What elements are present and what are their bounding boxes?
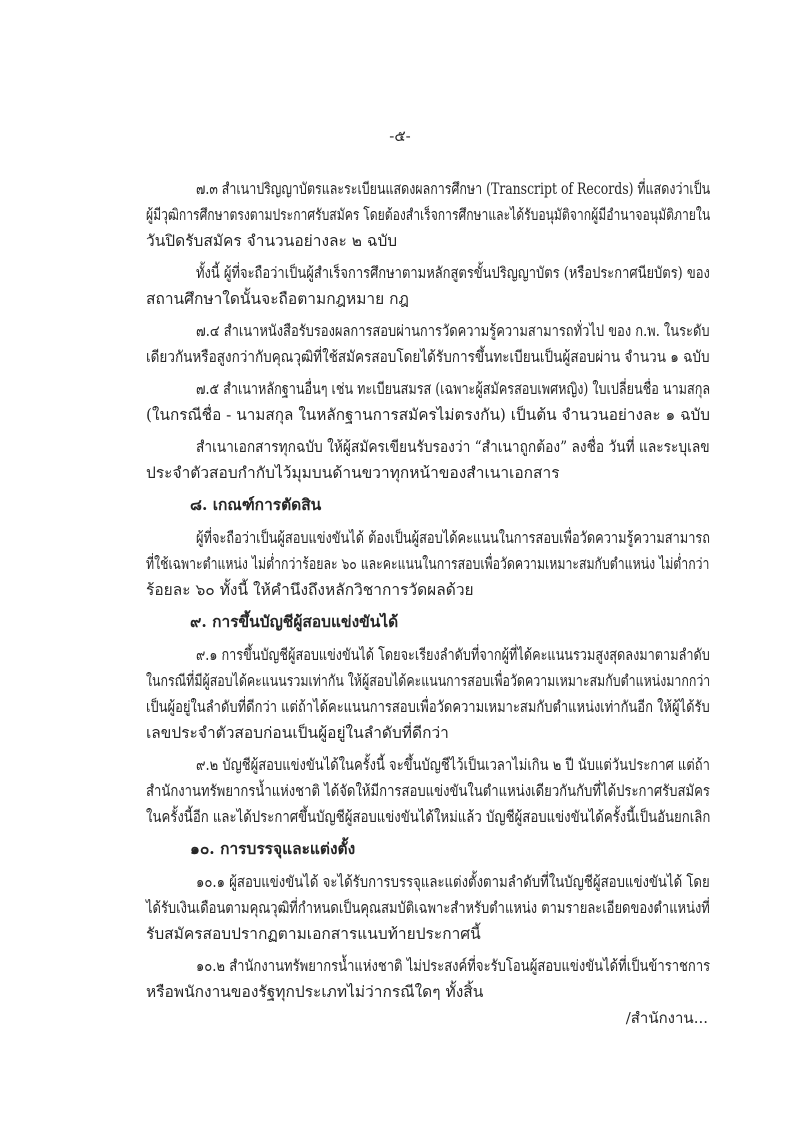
- copies-note-line-1: สำเนาเอกสารทุกฉบับ ให้ผู้สมัครเขียนรับรองว่า “สำเนาถูกต้อง” ลงชื่อ วันที่ และระบุเลข: [196, 438, 710, 456]
- section-9-heading: ๙. การขึ้นบัญชีผู้สอบแข่งขันได้: [190, 612, 399, 631]
- item-10-1-line-2: ได้รับเงินเดือนตามคุณวุฒิที่กำหนดเป็นคุณสมบัติเฉพาะสำหรับตำแหน่ง ตามรายละเอียดของตำแหน่งที่: [146, 899, 710, 917]
- item-9-2-line-1: ๙.๒ บัญชีผู้สอบแข่งขันได้ในครั้งนี้ จะขึ้นบัญชีไว้เป็นเวลาไม่เกิน ๒ ปี นับแต่วันประกาศ แต่ถ้า: [196, 756, 710, 774]
- section-8-heading: ๘. เกณฑ์การตัดสิน: [190, 495, 322, 514]
- item-7-4-line-2: เดียวกันหรือสูงกว่ากับคุณวุฒิที่ใช้สมัครสอบโดยได้รับการขึ้นทะเบียนเป็นผู้สอบผ่าน จำนวน ๑ ฉบับ: [146, 348, 710, 366]
- item-9-1-line-1: ๙.๑ การขึ้นบัญชีผู้สอบแข่งขันได้ โดยจะเรียงลำดับที่จากผู้ที่ได้คะแนนรวมสูงสุดลงมาตามลำดับ: [196, 646, 710, 664]
- item-7-3-line-5: สถานศึกษาใดนั้นจะถือตามกฎหมาย กฎ: [146, 290, 409, 308]
- item-7-3-line-1: ๗.๓ สำเนาปริญญาบัตรและระเบียนแสดงผลการศึกษา (Transcript of Records) ที่แสดงว่าเป็น: [196, 180, 711, 198]
- item-7-3-line-4: ทั้งนี้ ผู้ที่จะถือว่าเป็นผู้สำเร็จการศึกษาตามหลักสูตรขั้นปริญญาบัตร (หรือประกาศนียบัตร) ของ: [196, 264, 710, 282]
- item-7-5-line-2: (ในกรณีชื่อ - นามสกุล ในหลักฐานการสมัครไม่ตรงกัน) เป็นต้น จำนวนอย่างละ ๑ ฉบับ: [146, 406, 710, 424]
- item-7-3-line-3: วันปิดรับสมัคร จำนวนอย่างละ ๒ ฉบับ: [146, 232, 398, 250]
- continuation-marker: /สำนักงาน...: [625, 1009, 708, 1027]
- item-9-2-line-3: ในครั้งนี้อีก และได้ประกาศขึ้นบัญชีผู้สอบแข่งขันได้ใหม่แล้ว บัญชีผู้สอบแข่งขันได้ครั้งนี้เป็นอันยกเลิก: [146, 808, 711, 826]
- section-10-heading: ๑๐. การบรรจุและแต่งตั้ง: [190, 839, 356, 858]
- item-10-2-line-1: ๑๐.๒ สำนักงานทรัพยากรน้ำแห่งชาติ ไม่ประสงค์ที่จะรับโอนผู้สอบแข่งขันได้ที่เป็นข้าราชการ: [196, 957, 711, 975]
- item-10-1-line-3: รับสมัครสอบปรากฏตามเอกสารแนบท้ายประกาศนี้: [146, 925, 481, 943]
- item-9-2-line-2: สำนักงานทรัพยากรน้ำแห่งชาติ ได้จัดให้มีการสอบแข่งขันในตำแหน่งเดียวกันกับที่ได้ประกาศรับสมัคร: [146, 782, 710, 800]
- section-8-line-1: ผู้ที่จะถือว่าเป็นผู้สอบแข่งขันได้ ต้องเป็นผู้สอบได้คะแนนในการสอบเพื่อวัดความรู้ความสามารถ: [196, 529, 711, 547]
- page-number: -๕-: [389, 127, 411, 145]
- section-8-line-3: ร้อยละ ๖๐ ทั้งนี้ ให้คำนึงถึงหลักวิชาการวัดผลด้วย: [146, 581, 474, 599]
- item-10-1-line-1: ๑๐.๑ ผู้สอบแข่งขันได้ จะได้รับการบรรจุและแต่งตั้งตามลำดับที่ในบัญชีผู้สอบแข่งขันได้ โดย: [196, 873, 710, 891]
- section-8-line-2: ที่ใช้เฉพาะตำแหน่ง ไม่ต่ำกว่าร้อยละ ๖๐ และคะแนนในการสอบเพื่อวัดความเหมาะสมกับตำแหน่ง ไม่ต่ำกว่า: [146, 555, 710, 573]
- item-7-4-line-1: ๗.๔ สำเนาหนังสือรับรองผลการสอบผ่านการวัดความรู้ความสามารถทั่วไป ของ ก.พ. ในระดับ: [196, 322, 710, 340]
- item-9-1-line-2: ในกรณีที่มีผู้สอบได้คะแนนรวมเท่ากัน ให้ผู้สอบได้คะแนนการสอบเพื่อวัดความเหมาะสมกับตำแหน่งมากกว่า: [146, 672, 711, 690]
- item-7-3-line-2: ผู้มีวุฒิการศึกษาตรงตามประกาศรับสมัคร โดยต้องสำเร็จการศึกษาและได้รับอนุมัติจากผู้มีอำนาจอนุมัติภายใน: [146, 206, 711, 224]
- copies-note-line-2: ประจำตัวสอบกำกับไว้มุมบนด้านขวาทุกหน้าของสำเนาเอกสาร: [146, 464, 560, 482]
- item-10-2-line-2: หรือพนักงานของรัฐทุกประเภทไม่ว่ากรณีใดๆ ทั้งสิ้น: [146, 983, 484, 1001]
- item-9-1-line-3: เป็นผู้อยู่ในลำดับที่ดีกว่า แต่ถ้าได้คะแนนการสอบเพื่อวัดความเหมาะสมกับตำแหน่งเท่ากันอีก ให้ผู้ได้รับ: [146, 698, 710, 716]
- item-7-5-line-1: ๗.๕ สำเนาหลักฐานอื่นๆ เช่น ทะเบียนสมรส (เฉพาะผู้สมัครสอบเพศหญิง) ใบเปลี่ยนชื่อ นามสกุล: [196, 380, 711, 398]
- item-9-1-line-4: เลขประจำตัวสอบก่อนเป็นผู้อยู่ในลำดับที่ดีกว่า: [146, 724, 449, 742]
